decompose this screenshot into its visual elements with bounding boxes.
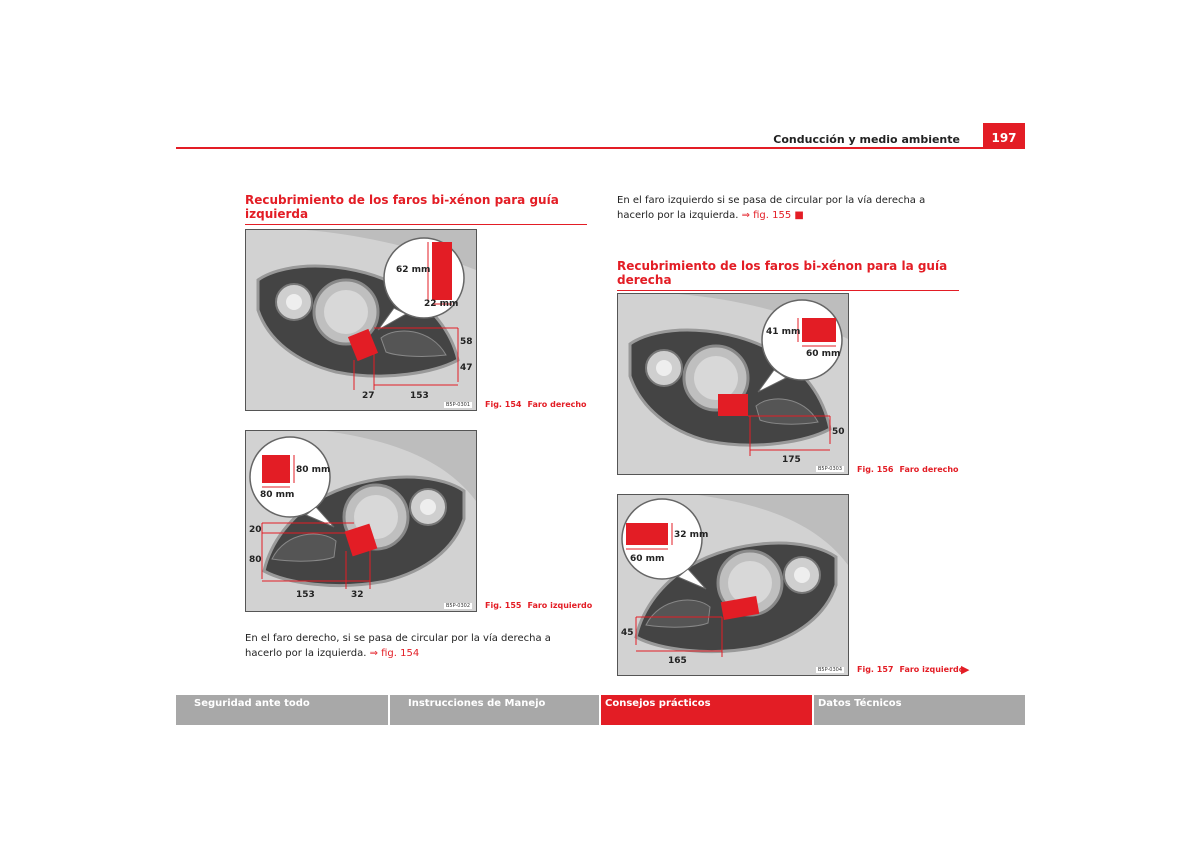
dim-vertical-58: 58 xyxy=(460,337,473,347)
figure-157-caption: Fig. 157 Faro izquierdo xyxy=(857,665,965,674)
callout-height-label: 32 mm xyxy=(674,530,709,540)
dim-horizontal-165: 165 xyxy=(668,656,687,666)
figure-157-illustration xyxy=(618,495,848,675)
footer-tab-instrucciones[interactable]: Instrucciones de Manejo xyxy=(390,695,599,725)
figure-155-caption: Fig. 155 Faro izquierdo xyxy=(485,601,593,610)
figure-157-headlight-left xyxy=(617,494,849,676)
figure-154-illustration xyxy=(246,230,476,410)
dim-vertical-45: 45 xyxy=(621,628,634,638)
figure-156-caption: Fig. 156 Faro derecho xyxy=(857,465,959,474)
figure-154-headlight-right xyxy=(245,229,477,411)
callout-width-label: 60 mm xyxy=(630,554,665,564)
dim-vertical-20: 20 xyxy=(249,525,262,535)
fig-155-link[interactable]: ⇒ fig. 155 xyxy=(741,210,792,221)
end-of-section-mark: ■ xyxy=(794,210,804,221)
continue-arrow-icon: ▶ xyxy=(961,663,970,676)
dim-horizontal-153: 153 xyxy=(410,391,429,401)
callout-height-label: 41 mm xyxy=(766,327,801,337)
figure-154-caption: Fig. 154 Faro derecho xyxy=(485,400,587,409)
figure-code: B5P-0303 xyxy=(817,466,842,472)
footer-tab-consejos[interactable]: Consejos prácticos xyxy=(601,695,812,725)
dim-horizontal-175: 175 xyxy=(782,455,801,465)
callout-width-label: 80 mm xyxy=(260,490,295,500)
dim-horizontal-27: 27 xyxy=(362,391,375,401)
callout-width-label: 22 mm xyxy=(424,299,459,309)
dim-horizontal-32: 32 xyxy=(351,590,364,600)
running-header-title: Conducción y medio ambiente xyxy=(773,133,960,146)
figure-156-headlight-right xyxy=(617,293,849,475)
callout-height-label: 80 mm xyxy=(296,465,331,475)
dim-vertical-50: 50 xyxy=(832,427,845,437)
dim-vertical-47: 47 xyxy=(460,363,473,373)
dim-vertical-80: 80 xyxy=(249,555,262,565)
paragraph-right: En el faro izquierdo si se pasa de circular por la vía derecha a hacerlo por la izquierda. ⇒ fig. 155 ■ xyxy=(617,195,926,221)
figure-code: B5P-0302 xyxy=(445,603,470,609)
page-number: 197 xyxy=(983,123,1025,149)
callout-width-label: 60 mm xyxy=(806,349,841,359)
figure-155-headlight-left xyxy=(245,430,477,612)
paragraph-left: En el faro derecho, si se pasa de circular por la vía derecha a hacerlo por la izquierda. ⇒ fig. 154 xyxy=(245,633,551,659)
section-title-left-guide: Recubrimiento de los faros bi-xénon para guía izquierda xyxy=(245,193,587,225)
figure-code: B5P-0304 xyxy=(817,667,842,673)
footer-tab-seguridad[interactable]: Seguridad ante todo xyxy=(176,695,388,725)
fig-154-link[interactable]: ⇒ fig. 154 xyxy=(369,648,420,659)
figure-156-illustration xyxy=(618,294,848,474)
dim-horizontal-153: 153 xyxy=(296,590,315,600)
figure-code: B5P-0301 xyxy=(445,402,470,408)
figure-155-illustration xyxy=(246,431,476,611)
footer-tab-datos[interactable]: Datos Técnicos xyxy=(814,695,1025,725)
callout-height-label: 62 mm xyxy=(396,265,431,275)
header-rule xyxy=(176,147,1025,149)
section-title-right-guide: Recubrimiento de los faros bi-xénon para la guía derecha xyxy=(617,259,959,291)
